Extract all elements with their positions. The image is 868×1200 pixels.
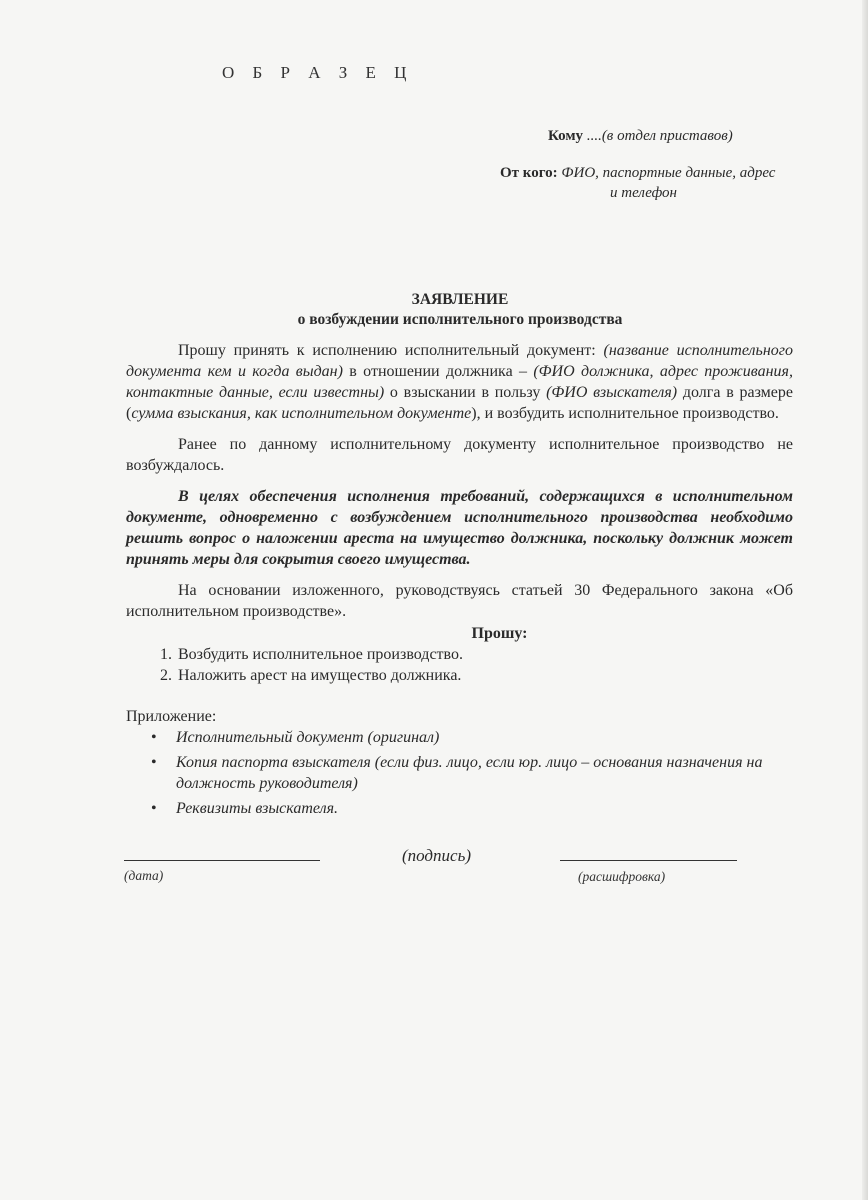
attachments-label: Приложение: xyxy=(126,708,217,725)
recipient-line xyxy=(548,126,733,147)
sender-value-line1: ФИО, паспортные данные, адрес xyxy=(561,165,776,181)
paragraph-no-previous: Ранее по данному исполнительному документу исполнительное производство не возбуждалось. xyxy=(126,436,793,474)
p1-placeholder-amount: сумма взыскания, как исполнительном документе xyxy=(131,405,472,422)
recipient-label: Кому xyxy=(548,128,584,144)
bullet-icon: • xyxy=(151,800,157,817)
date-caption: (дата) xyxy=(124,868,164,883)
transcript-caption: (расшифровка) xyxy=(578,869,666,884)
sample-watermark: О Б Р А З Е Ц xyxy=(222,63,414,82)
sender-label: От кого: xyxy=(500,165,558,181)
p1-placeholder-debtor: (ФИО должника, адрес проживания, контактные данные, если известны) xyxy=(126,363,793,401)
list-item xyxy=(151,798,793,819)
p1-placeholder-document: (название исполнительного документа кем и когда выдан) xyxy=(126,342,793,380)
p1-placeholder-creditor: (ФИО взыскателя) xyxy=(546,384,678,401)
signature-caption: (подпись) xyxy=(402,846,471,865)
paragraph-request xyxy=(126,340,793,424)
sender-value-line2: и телефон xyxy=(610,185,677,201)
list-item: 1. Возбудить исполнительное производство. xyxy=(176,644,793,665)
paragraph-legal-basis: На основании изложенного, руководствуясь статьей 30 Федерального закона «Об исполнительном производстве». xyxy=(126,582,793,620)
title-main: ЗАЯВЛЕНИЕ xyxy=(411,291,509,308)
list-item xyxy=(151,752,793,794)
attachment-text: Реквизиты взыскателя. xyxy=(176,800,339,817)
date-line xyxy=(124,860,320,861)
bullet-icon: • xyxy=(151,729,157,746)
scan-edge-shadow xyxy=(862,0,868,1200)
request-heading: Прошу: xyxy=(471,625,528,642)
attachments-list xyxy=(126,727,793,819)
list-item: 2. Наложить арест на имущество должника. xyxy=(176,665,793,686)
request-list xyxy=(126,644,793,686)
sender-block xyxy=(500,163,795,203)
bullet-icon: • xyxy=(151,754,157,771)
p1-text-1: Прошу принять к исполнению исполнительный документ: xyxy=(178,342,604,359)
p1-text-3: о взыскании в пользу xyxy=(384,384,547,401)
p1-text-5: ), и возбудить исполнительное производство. xyxy=(471,405,779,422)
recipient-value: ....(в отдел приставов) xyxy=(586,128,733,144)
paragraph-arrest: В целях обеспечения исполнения требований, содержащихся в исполнительном документе, одновременно с возбуждением исполнительного производства необходимо решить вопрос о наложении ареста на имущество должника, поскольку должник может принять меры для сокрытия своего имущества. xyxy=(126,488,793,568)
attachment-text: Копия паспорта взыскателя (если физ. лицо, если юр. лицо – основания назначения на должность руководителя) xyxy=(176,754,763,792)
list-item xyxy=(151,727,793,748)
document-title xyxy=(126,290,794,330)
title-sub: о возбуждении исполнительного производства xyxy=(297,311,623,328)
attachment-text: Исполнительный документ (оригинал) xyxy=(176,729,440,746)
p1-text-4: долга в размере ( xyxy=(126,384,794,422)
transcript-line xyxy=(560,860,737,861)
p1-text-2: в отношении должника – xyxy=(342,363,534,380)
document-body xyxy=(126,340,793,823)
